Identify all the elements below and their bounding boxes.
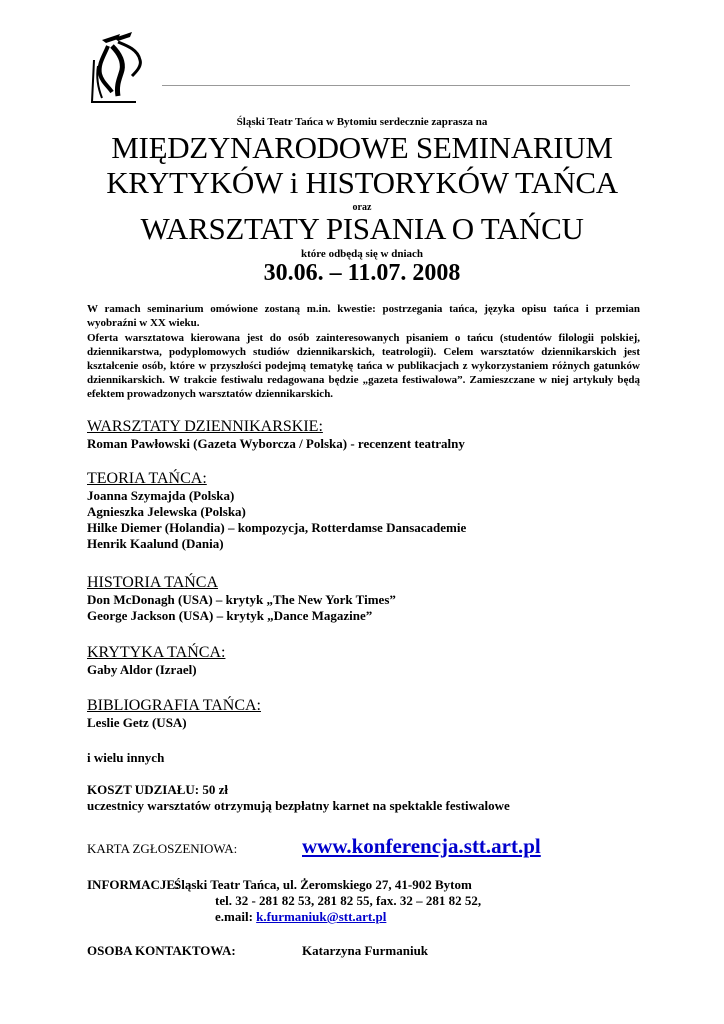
list-item: Roman Pawłowski (Gazeta Wyborcza / Polska) - recenzent teatralny [87, 436, 465, 451]
header-rule [162, 85, 630, 86]
info-label: INFORMACJE: [87, 877, 180, 892]
section-heading: TEORIA TAŃCA: [87, 470, 207, 487]
paragraph-seminar: W ramach seminarium omówione zostaną m.in. kwestie: postrzegania tańca, języka opisu tańca i przemian wyobraźni w XX wieku. [87, 303, 640, 329]
registration-link[interactable]: www.konferencja.stt.art.pl [302, 834, 541, 858]
page-title-line3: WARSZTATY PISANIA O TAŃCU [140, 211, 584, 246]
section-teoria [87, 470, 647, 552]
event-dates: 30.06. – 11.07. 2008 [263, 260, 461, 286]
list-item: Hilke Diemer (Holandia) – kompozycja, Rotterdamse Dansacademie [87, 520, 467, 535]
list-item: Gaby Aldor (Izrael) [87, 662, 197, 677]
karta-label: KARTA ZGŁOSZENIOWA: [87, 841, 238, 856]
email-link[interactable]: k.furmaniuk@stt.art.pl [256, 909, 387, 924]
dates-intro: które odbędą się w dniach [300, 248, 424, 260]
cost-note: uczestnicy warsztatów otrzymują bezpłatny karnet na spektakle festiwalowe [87, 798, 510, 813]
section-warsztaty [87, 418, 647, 452]
cost-text: KOSZT UDZIAŁU: 50 zł [87, 782, 228, 797]
list-item: George Jackson (USA) – krytyk „Dance Magazine” [87, 608, 373, 623]
section-heading: KRYTYKA TAŃCA: [87, 644, 226, 661]
info-address: Śląski Teatr Tańca, ul. Żeromskiego 27, 41-902 Bytom [174, 877, 472, 892]
section-heading: HISTORIA TAŃCA [87, 574, 219, 591]
page-title-line1: MIĘDZYNARODOWE SEMINARIUM [111, 130, 613, 165]
section-krytyka [87, 644, 647, 678]
osoba-label: OSOBA KONTAKTOWA: [87, 943, 236, 958]
info-phone: tel. 32 - 281 82 53, 281 82 55, fax. 32 – 281 82 52, [215, 893, 482, 908]
paragraph-workshops: Oferta warsztatowa kierowana jest do osób zainteresowanych pisaniem o tańcu (studentów filologii polskiej, dziennikarstwa, podyplomowych studiów dziennikarskich, teatrologii). Celem warsztatów dziennikarskich jest kształcenie osób, które w przyszłości podejmą tematykę tańca w publikacjach z wykorzystaniem różnych gatunków dziennikarskich. W trakcie festiwalu redagowana będzie „gazeta festiwalowa”. Zamieszczane w niej artykuły będą efektem prowadzonych warsztatów dziennikarskich. [87, 332, 640, 400]
intro-text: Śląski Teatr Tańca w Bytomiu serdecznie zaprasza na [236, 116, 488, 128]
list-item: Agnieszka Jelewska (Polska) [87, 504, 246, 519]
section-heading: WARSZTATY DZIENNIKARSKIE: [87, 418, 323, 435]
list-item: Henrik Kaalund (Dania) [87, 536, 224, 551]
list-item: Joanna Szymajda (Polska) [87, 488, 235, 503]
section-heading: BIBLIOGRAFIA TAŃCA: [87, 697, 261, 714]
dancer-logo-icon [88, 26, 148, 106]
osoba-name: Katarzyna Furmaniuk [302, 943, 429, 958]
list-item: Don McDonagh (USA) – krytyk „The New York Times” [87, 592, 396, 607]
email-label: e.mail: [215, 909, 257, 924]
others-text: i wielu innych [87, 750, 165, 765]
info-email-line [215, 909, 386, 925]
section-bibliografia [87, 697, 647, 731]
page-title-line2: KRYTYKÓW i HISTORYKÓW TAŃCA [106, 165, 618, 200]
section-historia [87, 574, 647, 624]
oraz-text: oraz [352, 202, 372, 213]
list-item: Leslie Getz (USA) [87, 715, 187, 730]
